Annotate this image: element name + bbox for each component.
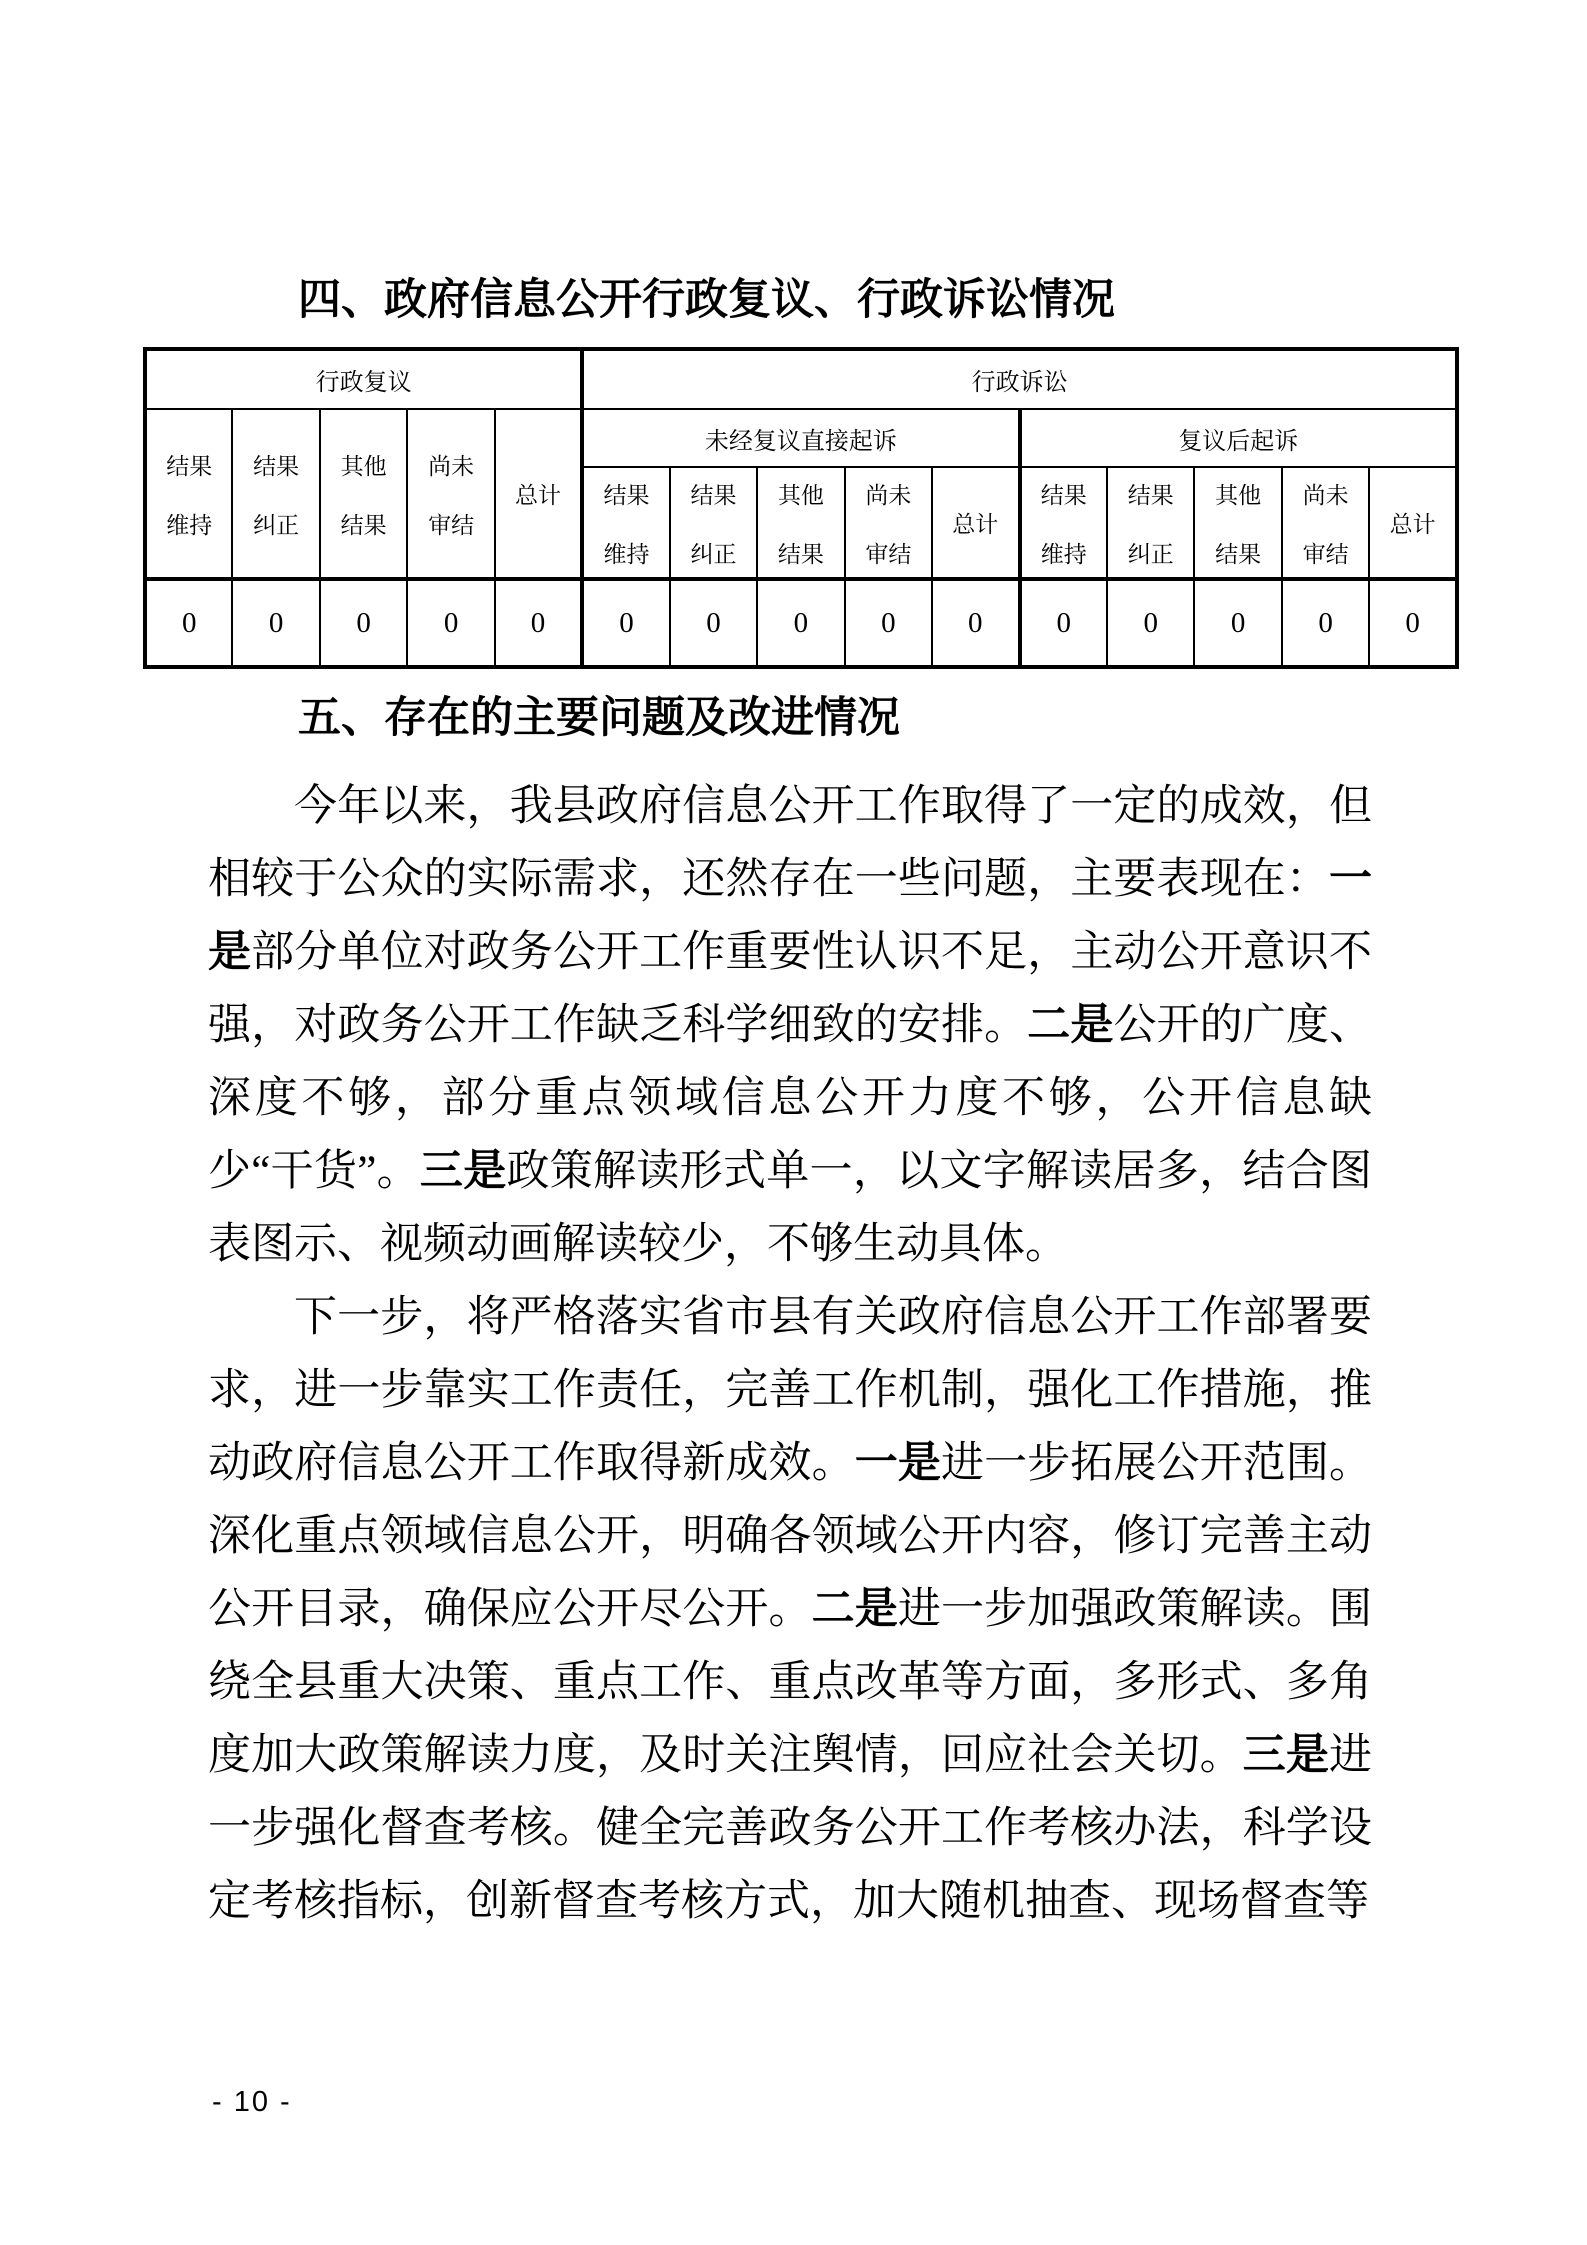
table-subgroup-header-row [145, 409, 1457, 467]
table-column-header [1369, 467, 1457, 579]
column-header-line: 结果 [253, 453, 300, 479]
group-header-administrative-reconsideration: 行政复议 [145, 349, 582, 409]
emphasis-segment: 一是 [854, 1440, 941, 1487]
column-header-line: 尚未 [865, 482, 912, 508]
column-header-line: 总计 [952, 512, 999, 537]
column-header-line: 纠正 [253, 512, 300, 538]
table-column-header [145, 409, 232, 579]
body-paragraph [208, 1281, 1372, 1938]
column-header-line: 纠正 [1127, 541, 1174, 567]
emphasis-segment: 三是 [1242, 1732, 1330, 1779]
section5-heading: 五、存在的主要问题及改进情况 [298, 694, 900, 742]
subgroup-header-lawsuit-after-reconsideration: 复议后起诉 [1020, 409, 1457, 467]
column-header-line: 总计 [515, 483, 562, 508]
column-header-line: 维持 [603, 541, 650, 567]
column-header-line: 总计 [1389, 512, 1436, 537]
table-data-row [145, 579, 1457, 667]
table-value-cell: 0 [670, 579, 757, 667]
column-header-line: 结果 [690, 482, 737, 508]
table-column-header [582, 467, 669, 579]
column-header-line: 审结 [1302, 541, 1349, 567]
table-column-header [407, 409, 494, 579]
column-header-line: 结果 [1215, 541, 1262, 567]
table-column-header [232, 409, 319, 579]
column-header-line: 结果 [166, 453, 213, 479]
table-value-cell: 0 [407, 579, 494, 667]
column-header-line: 维持 [1040, 541, 1087, 567]
table-value-cell: 0 [757, 579, 844, 667]
table-column-header [670, 467, 757, 579]
table-value-cell: 0 [932, 579, 1019, 667]
column-header-line: 纠正 [690, 541, 737, 567]
column-header-line: 结果 [340, 512, 387, 538]
table-value-cell: 0 [845, 579, 932, 667]
emphasis-segment: 三是 [419, 1148, 507, 1195]
table-column-header [1282, 467, 1369, 579]
column-header-line: 结果 [603, 482, 650, 508]
text-segment: 进一步拓展公开范围。深化重点领域信息公开，明确各领域公开内容，修订完善主动公开目录，确保应公开尽公开。 [208, 1440, 1373, 1633]
column-header-line: 结果 [1127, 482, 1174, 508]
table-value-cell: 0 [320, 579, 407, 667]
table-group-header-row [145, 349, 1457, 409]
table-value-cell: 0 [145, 579, 232, 667]
group-header-administrative-litigation: 行政诉讼 [582, 349, 1457, 409]
table-value-cell: 0 [1194, 579, 1281, 667]
column-header-line: 结果 [1040, 482, 1087, 508]
table-column-header [932, 467, 1019, 579]
text-segment: 进一步强化督查考核。健全完善政务公开工作考核办法，科学设定考核指标，创新督查考核方式，加大随机抽查、现场督查等 [208, 1732, 1373, 1925]
text-segment: 公开的广度、深度不够，部分重点领域信息公开力度不够，公开信息缺少“干货”。 [208, 1002, 1373, 1195]
emphasis-segment: 二是 [811, 1586, 898, 1633]
emphasis-segment: 二是 [1027, 1002, 1114, 1049]
table-value-cell: 0 [1369, 579, 1457, 667]
table-column-header [320, 409, 407, 579]
text-segment: 进一步加强政策解读。围绕全县重大决策、重点工作、重点改革等方面，多形式、多角度加大政策解读力度，及时关注舆情，回应社会关切。 [208, 1586, 1373, 1779]
table-value-cell: 0 [1107, 579, 1194, 667]
column-header-line: 尚未 [1302, 482, 1349, 508]
body-paragraph [208, 770, 1372, 1281]
column-header-line: 审结 [865, 541, 912, 567]
column-header-line: 维持 [166, 512, 213, 538]
text-segment: 部分单位对政务公开工作重要性认识不足，主动公开意识不强，对政务公开工作缺乏科学细致的安排。 [208, 929, 1373, 1049]
table-column-header [757, 467, 844, 579]
admin-review-litigation-table [143, 347, 1459, 669]
column-header-line: 结果 [777, 541, 824, 567]
table-column-header [1194, 467, 1281, 579]
column-header-line: 其他 [340, 453, 387, 479]
page-number: - 10 - [212, 2086, 292, 2118]
column-header-line: 其他 [777, 482, 824, 508]
column-header-line: 审结 [428, 512, 475, 538]
table-value-cell: 0 [582, 579, 669, 667]
text-segment: 下一步，将严格落实省市县有关政府信息公开工作部署要求，进一步靠实工作责任，完善工作机制，强化工作措施，推动政府信息公开工作取得新成效。 [208, 1294, 1372, 1487]
subgroup-header-direct-lawsuit: 未经复议直接起诉 [582, 409, 1019, 467]
table-value-cell: 0 [1282, 579, 1369, 667]
table-value-cell: 0 [495, 579, 582, 667]
table-value-cell: 0 [232, 579, 319, 667]
section4-heading: 四、政府信息公开行政复议、行政诉讼情况 [298, 276, 1115, 324]
body-text-block [208, 770, 1372, 1938]
text-segment: 政策解读形式单一，以文字解读居多，结合图表图示、视频动画解读较少，不够生动具体。 [208, 1148, 1373, 1268]
table-column-header [1107, 467, 1194, 579]
column-header-line: 尚未 [428, 453, 475, 479]
column-header-line: 其他 [1215, 482, 1262, 508]
table-column-header [1020, 467, 1107, 579]
emphasis-segment: 一是 [208, 856, 1372, 976]
table-value-cell: 0 [1020, 579, 1107, 667]
text-segment: 今年以来，我县政府信息公开工作取得了一定的成效，但相较于公众的实际需求，还然存在一些问题，主要表现在： [208, 783, 1372, 903]
table-container [143, 347, 1459, 669]
table-column-header [495, 409, 582, 579]
table-column-header [845, 467, 932, 579]
